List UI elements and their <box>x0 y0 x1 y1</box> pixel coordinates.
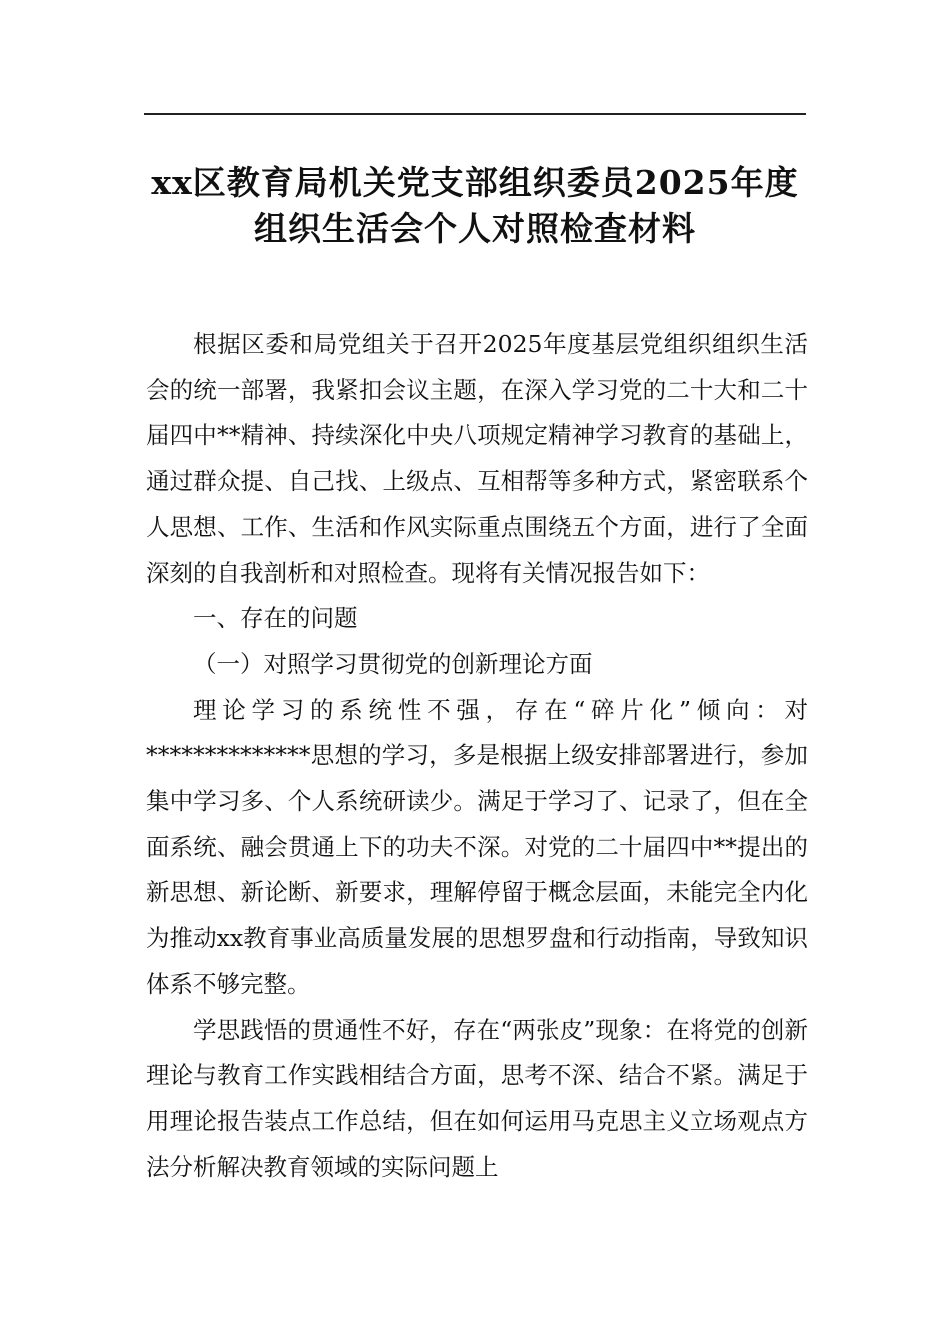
document-body <box>146 322 808 1190</box>
subsection-heading: （一）对照学习贯彻党的创新理论方面 <box>193 649 593 678</box>
intro-paragraph: 根据区委和局党组关于召开2025年度基层党组织组织生活会的统一部署，我紧扣会议主题，在深入学习党的二十大和二十届四中**精神、持续深化中央八项规定精神学习教育的基础上，通过群众提、自己找、上级点、互相帮等多种方式，紧密联系个人思想、工作、生活和作风实际重点围绕五个方面，进行了全面深刻的自我剖析和对照检查。现将有关情况报告如下： <box>146 330 808 587</box>
title-line-2: 组织生活会个人对照检查材料 <box>254 209 696 248</box>
title-line-1: xx区教育局机关党支部组织委员2025年度 <box>151 163 799 202</box>
body-paragraph-1: 理论学习的系统性不强，存在“碎片化”倾向：对**************思想的学习，多是根据上级安排部署进行，参加集中学习多、个人系统研读少。满足于学习了、记录了，但在全面系统、融会贯通上下的功夫不深。对党的二十届四中**提出的新思想、新论断、新要求，理解停留于概念层面，未能完全内化为推动xx教育事业高质量发展的思想罗盘和行动指南，导致知识体系不够完整。 <box>146 695 808 998</box>
body-paragraph-2: 学思践悟的贯通性不好，存在“两张皮”现象：在将党的创新理论与教育工作实践相结合方面，思考不深、结合不紧。满足于用理论报告装点工作总结，但在如何运用马克思主义立场观点方法分析解决教育领域的实际问题上 <box>146 1015 808 1181</box>
header-rule <box>144 113 806 115</box>
section-heading: 一、存在的问题 <box>193 604 358 633</box>
document-title <box>144 160 806 252</box>
